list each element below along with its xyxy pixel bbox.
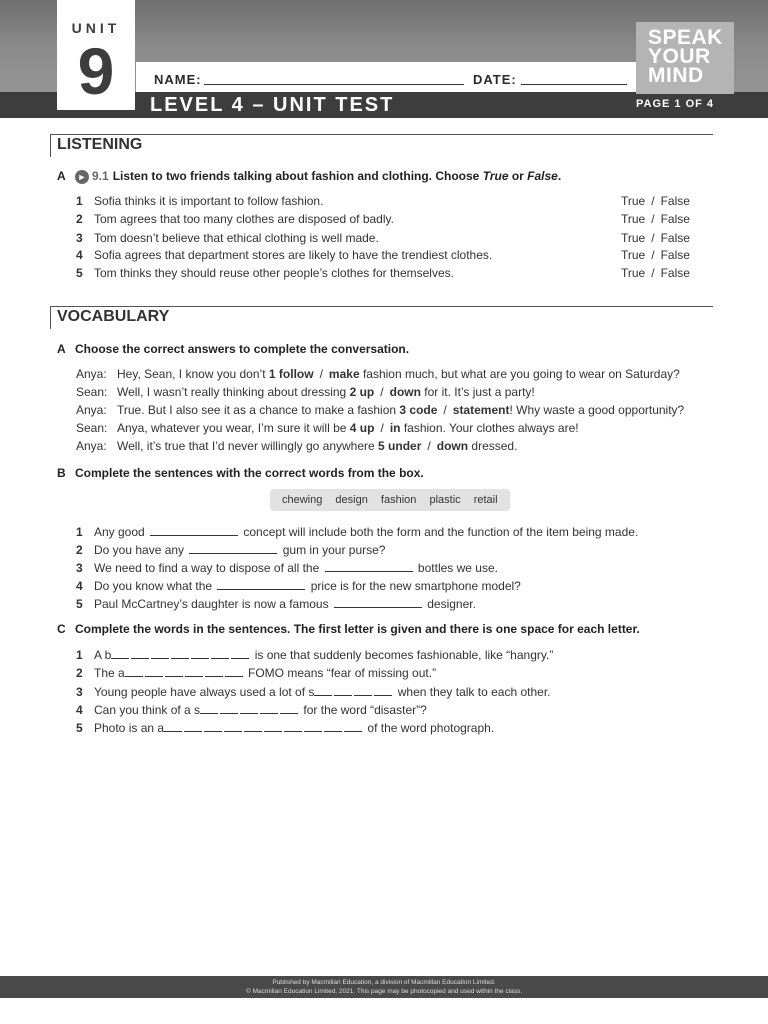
line-text: True. But I also see it as a chance to make a fashion — [117, 403, 400, 417]
logo-word-1: SPEAK — [648, 26, 723, 49]
letter-blank[interactable] — [131, 647, 149, 659]
letter-blank[interactable] — [264, 720, 282, 732]
instruction-or: or — [508, 169, 528, 183]
true-false-choice[interactable]: True / False — [621, 231, 690, 245]
letter-blank[interactable] — [344, 720, 362, 732]
answer-option[interactable]: statement — [452, 403, 510, 417]
true-option[interactable]: True — [621, 212, 646, 226]
section-heading: LISTENING — [57, 136, 143, 153]
conversation-line: Anya: Well, it’s true that I’d never willingly go anywhere 5 under / down dressed. — [76, 439, 518, 453]
gap-number: 2 — [349, 385, 357, 399]
answer-option[interactable]: down — [389, 385, 421, 399]
logo-word-2: YOUR — [648, 45, 711, 68]
false-option[interactable]: False — [660, 194, 690, 208]
list-item — [76, 560, 498, 576]
letter-blank[interactable] — [205, 665, 223, 677]
exercise-letter: A — [57, 169, 66, 183]
unit-badge — [57, 0, 135, 110]
line-text: Hey, Sean, I know you don’t — [117, 367, 269, 381]
item-number: 5 — [76, 597, 83, 611]
item-number: 4 — [76, 703, 83, 717]
letter-blank[interactable] — [204, 720, 222, 732]
list-item — [76, 647, 553, 663]
instruction-text: Complete the words in the sentences. The first letter is given and there is one space for each letter. — [75, 622, 640, 636]
item-number: 3 — [76, 685, 83, 699]
line-text: Well, it’s true that I’d never willingly go anywhere — [117, 439, 379, 453]
item-text: for the word “disaster”? — [300, 703, 427, 717]
page-title: LEVEL 4 – UNIT TEST — [150, 94, 395, 116]
letter-blank[interactable] — [125, 665, 143, 677]
speaker: Sean: — [76, 421, 108, 435]
list-item — [76, 212, 394, 227]
line-text: Anya, whatever you wear, I’m sure it will be — [117, 421, 350, 435]
item-text: designer. — [423, 597, 476, 611]
instruction-text: Complete the sentences with the correct words from the box. — [75, 466, 424, 480]
true-false-choice[interactable]: True / False — [621, 266, 690, 280]
box-word: chewing — [282, 494, 323, 506]
answer-blank[interactable] — [325, 560, 413, 572]
list-item — [76, 248, 492, 263]
item-text: A b — [94, 648, 112, 662]
item-text: Can you think of a s — [94, 703, 201, 717]
list-item — [76, 524, 638, 540]
conversation-line: Anya: True. But I also see it as a chance to make a fashion 3 code / statement! Why waste a good opportunity? — [76, 403, 685, 417]
letter-blank[interactable] — [334, 684, 352, 696]
date-field[interactable] — [521, 84, 627, 85]
answer-option[interactable]: in — [389, 421, 401, 435]
list-item — [76, 702, 427, 718]
gap-number: 5 — [378, 439, 385, 453]
line-text: fashion much, but what are you going to wear on Saturday? — [359, 367, 680, 381]
answer-option[interactable]: up — [359, 421, 375, 435]
list-item — [76, 194, 323, 209]
item-number: 4 — [76, 248, 83, 262]
item-text: Tom doesn’t believe that ethical clothing is well made. — [94, 231, 379, 245]
answer-blank[interactable] — [189, 542, 277, 554]
answer-option[interactable]: code — [409, 403, 438, 417]
list-item — [76, 665, 436, 681]
false-option[interactable]: False — [660, 231, 690, 245]
name-label: NAME: — [154, 72, 202, 87]
letter-blank[interactable] — [374, 684, 392, 696]
letter-blank[interactable] — [185, 665, 203, 677]
instruction-text: Choose the correct answers to complete the conversation. — [75, 342, 410, 356]
list-item — [76, 684, 551, 700]
letter-blank[interactable] — [191, 647, 209, 659]
box-word: retail — [473, 494, 498, 506]
item-text: The a — [94, 666, 125, 680]
instruction-end: . — [557, 169, 562, 183]
instruction-false: False — [527, 169, 558, 183]
letter-blank[interactable] — [145, 665, 163, 677]
footer — [0, 976, 768, 998]
unit-number: 9 — [77, 34, 115, 108]
line-text: dressed. — [468, 439, 518, 453]
item-text: bottles we use. — [414, 561, 498, 575]
conversation-line: Sean: Anya, whatever you wear, I’m sure it will be 4 up / in fashion. Your clothes always are! — [76, 421, 579, 435]
audio-speaker-icon[interactable]: ► — [75, 170, 89, 184]
item-number: 3 — [76, 231, 83, 245]
item-text: FOMO means “fear of missing out.” — [244, 666, 437, 680]
footer-copyright: © Macmillan Education Limited, 2021. This page may be photocopied and used within the class. — [245, 988, 523, 995]
section-heading: VOCABULARY — [57, 308, 170, 325]
gap-number: 4 — [349, 421, 357, 435]
listening-instruction — [57, 169, 561, 184]
gap-number: 3 — [399, 403, 407, 417]
false-option[interactable]: False — [660, 212, 690, 226]
letter-blank[interactable] — [240, 702, 258, 714]
false-option[interactable]: False — [660, 266, 690, 280]
answer-blank[interactable] — [217, 578, 305, 590]
box-word: fashion — [380, 494, 417, 506]
item-number: 1 — [76, 648, 83, 662]
speak-your-mind-logo — [636, 22, 734, 94]
letter-blank[interactable] — [280, 702, 298, 714]
answer-option[interactable]: up — [359, 385, 375, 399]
letter-blank[interactable] — [244, 720, 262, 732]
item-number: 4 — [76, 579, 83, 593]
list-item — [76, 578, 521, 594]
answer-option[interactable]: under — [388, 439, 422, 453]
answer-blank[interactable] — [150, 524, 238, 536]
speaker: Sean: — [76, 385, 108, 399]
instruction-true: True — [482, 169, 509, 183]
box-word: plastic — [429, 494, 461, 506]
item-text: Tom thinks they should reuse other people’s clothes for themselves. — [94, 266, 454, 280]
letter-blank[interactable] — [260, 702, 278, 714]
item-text: Do you have any — [94, 543, 188, 557]
letter-blank[interactable] — [171, 647, 189, 659]
list-item — [76, 231, 379, 246]
line-text: ! Why waste a good opportunity? — [509, 403, 685, 417]
item-text: gum in your purse? — [279, 543, 386, 557]
item-text: We need to find a way to dispose of all the — [94, 561, 323, 575]
item-number: 1 — [76, 194, 83, 208]
unit-label: UNIT — [71, 20, 121, 36]
letter-blank[interactable] — [324, 720, 342, 732]
item-number: 2 — [76, 543, 83, 557]
letter-blank[interactable] — [165, 665, 183, 677]
exercise-letter: C — [57, 622, 66, 636]
item-text: Young people have always used a lot of s — [94, 685, 315, 699]
answer-option[interactable]: follow — [278, 367, 314, 381]
item-number: 5 — [76, 266, 83, 280]
name-field[interactable] — [204, 84, 464, 85]
logo-word-3: MIND — [648, 64, 704, 87]
letter-blank[interactable] — [224, 720, 242, 732]
footer-publisher: Published by Macmillan Education, a division of Macmillan Education Limited. — [272, 979, 496, 986]
conversation-line: Sean: Well, I wasn’t really thinking about dressing 2 up / down for it. It’s just a party! — [76, 385, 535, 399]
exercise-letter: B — [57, 466, 66, 480]
vocabulary-c-instruction — [57, 622, 640, 636]
true-option[interactable]: True — [621, 231, 646, 245]
line-text: fashion. Your clothes always are! — [400, 421, 579, 435]
true-option[interactable]: True — [621, 248, 646, 262]
letter-blank[interactable] — [304, 720, 322, 732]
letter-blank[interactable] — [200, 702, 218, 714]
box-word: design — [335, 494, 368, 506]
true-option[interactable]: True — [621, 194, 646, 208]
answer-blank[interactable] — [334, 596, 422, 608]
list-item — [76, 542, 385, 558]
true-option[interactable]: True — [621, 266, 646, 280]
item-text: is one that suddenly becomes fashionable, like “hangry.” — [251, 648, 554, 662]
item-text: Photo is an a — [94, 721, 165, 735]
word-box — [270, 489, 510, 511]
letter-blank[interactable] — [111, 647, 129, 659]
letter-blank[interactable] — [354, 684, 372, 696]
item-number: 2 — [76, 666, 83, 680]
line-text: Well, I wasn’t really thinking about dressing — [117, 385, 350, 399]
letter-blank[interactable] — [231, 647, 249, 659]
letter-blank[interactable] — [151, 647, 169, 659]
letter-blank[interactable] — [284, 720, 302, 732]
letter-blank[interactable] — [184, 720, 202, 732]
true-false-choice[interactable]: True / False — [621, 212, 690, 226]
audio-track-number: 9.1 — [92, 169, 109, 183]
list-item — [76, 266, 454, 281]
list-item — [76, 720, 494, 736]
line-text: for it. It’s just a party! — [420, 385, 535, 399]
letter-blank[interactable] — [164, 720, 182, 732]
speaker: Anya: — [76, 439, 107, 453]
true-false-choice[interactable]: True / False — [621, 248, 690, 262]
item-text: Any good — [94, 525, 149, 539]
item-number: 1 — [76, 525, 83, 539]
page-number: PAGE 1 OF 4 — [636, 98, 715, 110]
answer-option[interactable]: make — [328, 367, 360, 381]
letter-blank[interactable] — [225, 665, 243, 677]
item-text: Sofia agrees that department stores are likely to have the trendiest clothes. — [94, 248, 493, 262]
letter-blank[interactable] — [220, 702, 238, 714]
true-false-choice[interactable]: True / False — [621, 194, 690, 208]
section-listening — [50, 134, 713, 157]
speaker: Anya: — [76, 367, 107, 381]
item-text: price is for the new smartphone model? — [307, 579, 521, 593]
gap-number: 1 — [268, 367, 276, 381]
exercise-letter: A — [57, 342, 66, 356]
item-text: Tom agrees that too many clothes are disposed of badly. — [94, 212, 394, 226]
answer-option[interactable]: down — [436, 439, 469, 453]
false-option[interactable]: False — [660, 248, 690, 262]
date-label: DATE: — [473, 72, 517, 87]
speaker: Anya: — [76, 403, 107, 417]
item-text: Sofia thinks it is important to follow fashion. — [94, 194, 324, 208]
item-text: Do you know what the — [94, 579, 216, 593]
list-item — [76, 596, 476, 612]
item-text: Paul McCartney’s daughter is now a famous — [94, 597, 332, 611]
conversation-line: Anya: Hey, Sean, I know you don’t 1 follow / make fashion much, but what are you going to wear on Saturday? — [76, 367, 680, 381]
item-text: when they talk to each other. — [394, 685, 551, 699]
vocabulary-b-instruction — [57, 466, 424, 480]
item-text: of the word photograph. — [364, 721, 495, 735]
item-text: concept will include both the form and the function of the item being made. — [240, 525, 639, 539]
name-date-strip — [136, 62, 636, 92]
instruction-text: Listen to two friends talking about fashion and clothing. Choose — [112, 169, 483, 183]
item-number: 3 — [76, 561, 83, 575]
item-number: 2 — [76, 212, 83, 226]
item-number: 5 — [76, 721, 83, 735]
letter-blank[interactable] — [314, 684, 332, 696]
section-vocabulary — [50, 306, 713, 329]
vocabulary-a-instruction — [57, 342, 409, 356]
letter-blank[interactable] — [211, 647, 229, 659]
